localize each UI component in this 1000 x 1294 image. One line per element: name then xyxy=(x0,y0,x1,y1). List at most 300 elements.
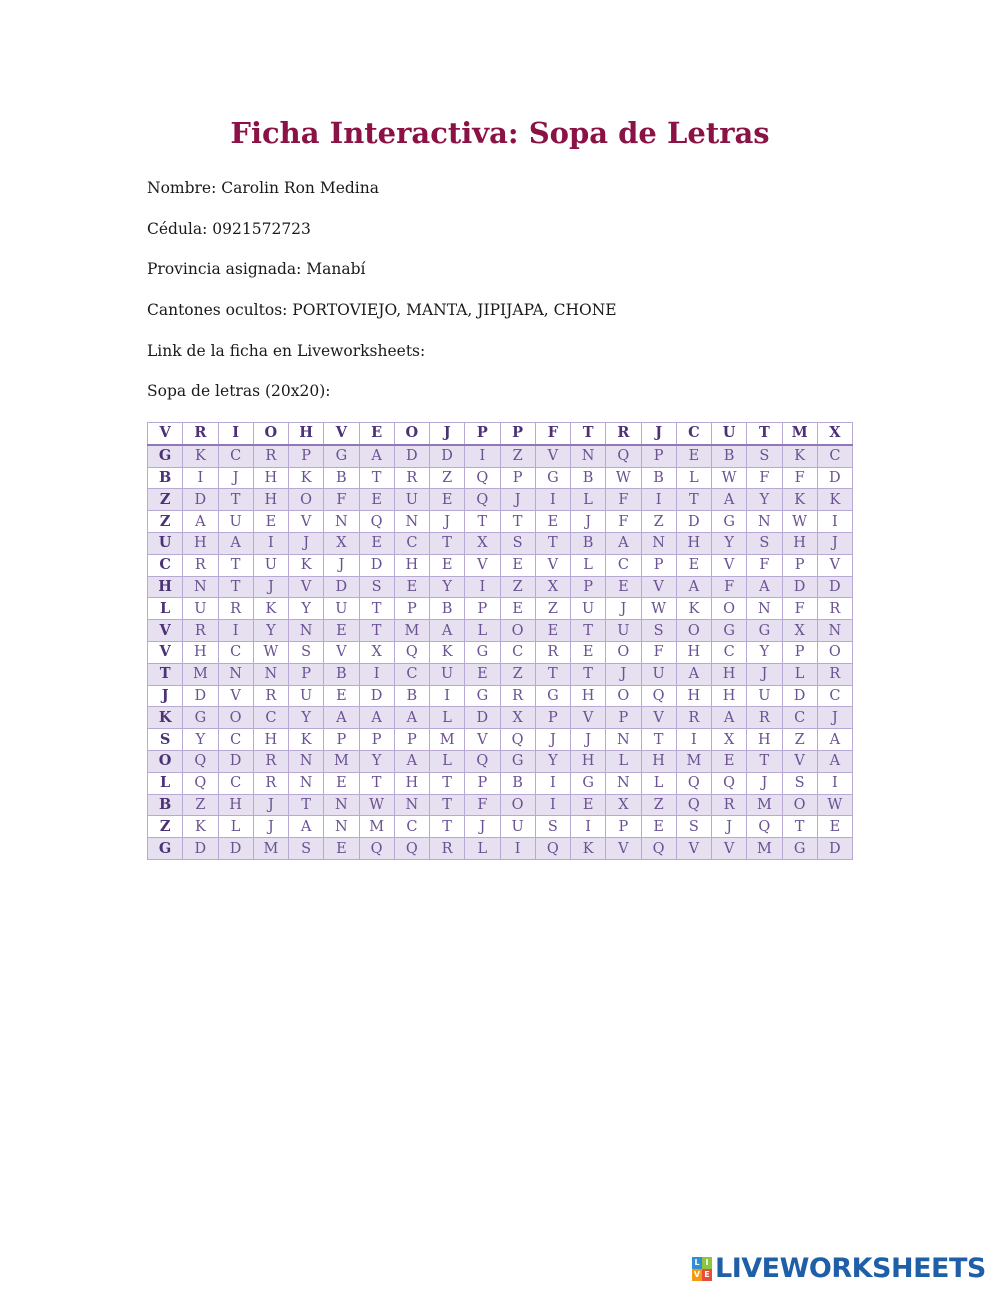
grid-cell: S xyxy=(289,838,324,860)
grid-cell: Z xyxy=(500,576,535,598)
grid-cell: S xyxy=(535,816,570,838)
grid-cell: Q xyxy=(394,641,429,663)
grid-cell: R xyxy=(535,641,570,663)
grid-cell: L xyxy=(148,772,183,794)
grid-cell: E xyxy=(817,816,852,838)
grid-cell: F xyxy=(324,489,359,511)
grid-cell: I xyxy=(253,532,288,554)
grid-cell: K xyxy=(183,816,218,838)
grid-cell: V xyxy=(148,641,183,663)
grid-cell: U xyxy=(148,532,183,554)
grid-cell: J xyxy=(817,532,852,554)
grid-cell: L xyxy=(430,750,465,772)
grid-row xyxy=(148,641,853,663)
grid-cell: Y xyxy=(289,707,324,729)
grid-cell: E xyxy=(606,576,641,598)
grid-cell: C xyxy=(676,423,711,445)
grid-cell: M xyxy=(676,750,711,772)
grid-cell: F xyxy=(465,794,500,816)
grid-cell: Z xyxy=(500,663,535,685)
grid-cell: R xyxy=(253,772,288,794)
grid-row xyxy=(148,707,853,729)
grid-cell: W xyxy=(712,467,747,489)
grid-cell: I xyxy=(535,772,570,794)
grid-cell: T xyxy=(430,794,465,816)
grid-cell: V xyxy=(535,554,570,576)
grid-cell: C xyxy=(218,772,253,794)
grid-cell: U xyxy=(641,663,676,685)
grid-cell: K xyxy=(183,445,218,467)
grid-cell: O xyxy=(606,641,641,663)
grid-cell: Z xyxy=(148,489,183,511)
grid-cell: P xyxy=(394,598,429,620)
grid-cell: Y xyxy=(253,620,288,642)
grid-cell: Z xyxy=(641,511,676,533)
grid-cell: J xyxy=(324,554,359,576)
grid-cell: T xyxy=(430,772,465,794)
grid-cell: E xyxy=(712,750,747,772)
grid-cell: C xyxy=(817,685,852,707)
grid-cell: O xyxy=(500,620,535,642)
grid-cell: Q xyxy=(535,838,570,860)
grid-cell: P xyxy=(324,729,359,751)
grid-cell: J xyxy=(465,816,500,838)
grid-cell: L xyxy=(641,772,676,794)
grid-cell: T xyxy=(641,729,676,751)
grid-cell: N xyxy=(324,816,359,838)
grid-cell: T xyxy=(676,489,711,511)
grid-cell: S xyxy=(747,532,782,554)
grid-cell: V xyxy=(641,576,676,598)
grid-row xyxy=(148,489,853,511)
grid-cell: M xyxy=(430,729,465,751)
grid-cell: F xyxy=(782,598,817,620)
grid-cell: J xyxy=(641,423,676,445)
grid-cell: E xyxy=(359,423,394,445)
grid-cell: D xyxy=(218,750,253,772)
grid-cell: S xyxy=(359,576,394,598)
grid-cell: S xyxy=(747,445,782,467)
grid-row xyxy=(148,467,853,489)
grid-cell: F xyxy=(747,467,782,489)
student-name: Nombre: Carolin Ron Medina xyxy=(147,179,379,197)
grid-cell: A xyxy=(676,576,711,598)
grid-cell: B xyxy=(324,467,359,489)
grid-cell: Z xyxy=(148,816,183,838)
grid-cell: V xyxy=(289,576,324,598)
grid-cell: P xyxy=(465,598,500,620)
grid-cell: F xyxy=(606,511,641,533)
grid-cell: L xyxy=(465,620,500,642)
grid-cell: N xyxy=(183,576,218,598)
grid-cell: D xyxy=(183,489,218,511)
grid-cell: K xyxy=(289,729,324,751)
grid-cell: A xyxy=(430,620,465,642)
grid-cell: G xyxy=(712,511,747,533)
grid-cell: Y xyxy=(183,729,218,751)
grid-cell: P xyxy=(571,576,606,598)
grid-cell: P xyxy=(606,707,641,729)
grid-cell: K xyxy=(430,641,465,663)
grid-cell: V xyxy=(535,445,570,467)
grid-cell: G xyxy=(324,445,359,467)
grid-cell: J xyxy=(430,511,465,533)
grid-cell: J xyxy=(148,685,183,707)
grid-cell: L xyxy=(218,816,253,838)
grid-cell: I xyxy=(500,838,535,860)
grid-cell: T xyxy=(218,489,253,511)
grid-cell: Y xyxy=(430,576,465,598)
grid-cell: C xyxy=(218,729,253,751)
grid-cell: C xyxy=(782,707,817,729)
grid-cell: R xyxy=(183,620,218,642)
grid-cell: E xyxy=(571,641,606,663)
grid-cell: V xyxy=(465,729,500,751)
grid-cell: R xyxy=(253,445,288,467)
grid-cell: P xyxy=(641,554,676,576)
grid-cell: J xyxy=(571,729,606,751)
grid-cell: N xyxy=(641,532,676,554)
grid-cell: R xyxy=(500,685,535,707)
grid-cell: T xyxy=(571,423,606,445)
grid-cell: B xyxy=(148,794,183,816)
grid-cell: X xyxy=(817,423,852,445)
grid-cell: K xyxy=(571,838,606,860)
grid-cell: D xyxy=(359,685,394,707)
grid-cell: P xyxy=(465,423,500,445)
grid-cell: N xyxy=(289,772,324,794)
grid-cell: H xyxy=(676,685,711,707)
grid-cell: J xyxy=(747,772,782,794)
grid-cell: S xyxy=(782,772,817,794)
grid-cell: G xyxy=(148,838,183,860)
grid-cell: N xyxy=(289,750,324,772)
grid-cell: C xyxy=(218,641,253,663)
grid-cell: O xyxy=(218,707,253,729)
grid-cell: H xyxy=(571,750,606,772)
grid-cell: G xyxy=(148,445,183,467)
grid-cell: E xyxy=(324,620,359,642)
logo-text: LIVEWORKSHEETS xyxy=(715,1253,986,1284)
grid-cell: H xyxy=(183,641,218,663)
grid-cell: S xyxy=(676,816,711,838)
grid-cell: X xyxy=(359,641,394,663)
grid-cell: Q xyxy=(712,772,747,794)
grid-cell: V xyxy=(712,554,747,576)
grid-cell: B xyxy=(641,467,676,489)
grid-cell: E xyxy=(253,511,288,533)
assigned-province: Provincia asignada: Manabí xyxy=(147,260,366,278)
grid-cell: H xyxy=(253,467,288,489)
grid-row xyxy=(148,620,853,642)
grid-cell: A xyxy=(394,750,429,772)
grid-cell: E xyxy=(535,511,570,533)
grid-cell: J xyxy=(747,663,782,685)
grid-cell: L xyxy=(782,663,817,685)
grid-cell: I xyxy=(359,663,394,685)
grid-cell: F xyxy=(782,467,817,489)
grid-cell: R xyxy=(394,467,429,489)
grid-cell: T xyxy=(359,467,394,489)
grid-cell: N xyxy=(218,663,253,685)
grid-cell: C xyxy=(218,445,253,467)
grid-cell: P xyxy=(500,467,535,489)
grid-cell: S xyxy=(641,620,676,642)
grid-cell: V xyxy=(148,620,183,642)
grid-cell: N xyxy=(817,620,852,642)
grid-cell: H xyxy=(253,729,288,751)
grid-cell: G xyxy=(747,620,782,642)
grid-cell: M xyxy=(747,794,782,816)
grid-cell: S xyxy=(289,641,324,663)
grid-cell: D xyxy=(183,838,218,860)
grid-cell: I xyxy=(218,423,253,445)
grid-cell: A xyxy=(712,489,747,511)
grid-cell: R xyxy=(253,685,288,707)
grid-cell: R xyxy=(183,554,218,576)
logo-icon-tile: I xyxy=(702,1257,712,1269)
grid-cell: C xyxy=(394,663,429,685)
grid-row xyxy=(148,685,853,707)
grid-cell: U xyxy=(712,423,747,445)
grid-cell: A xyxy=(817,750,852,772)
grid-cell: T xyxy=(289,794,324,816)
grid-cell: P xyxy=(465,772,500,794)
grid-cell: G xyxy=(535,685,570,707)
grid-cell: I xyxy=(430,685,465,707)
grid-cell: K xyxy=(148,707,183,729)
grid-cell: W xyxy=(253,641,288,663)
grid-cell: B xyxy=(394,685,429,707)
grid-cell: W xyxy=(359,794,394,816)
grid-cell: T xyxy=(218,576,253,598)
grid-cell: L xyxy=(676,467,711,489)
grid-cell: J xyxy=(253,794,288,816)
grid-cell: G xyxy=(782,838,817,860)
grid-cell: Z xyxy=(535,598,570,620)
grid-cell: A xyxy=(289,816,324,838)
grid-cell: J xyxy=(817,707,852,729)
grid-cell: Z xyxy=(148,511,183,533)
grid-cell: E xyxy=(641,816,676,838)
grid-cell: G xyxy=(465,641,500,663)
grid-cell: X xyxy=(535,576,570,598)
logo-icon-tile: L xyxy=(692,1257,702,1269)
grid-cell: A xyxy=(359,707,394,729)
grid-cell: K xyxy=(782,445,817,467)
grid-cell: N xyxy=(324,511,359,533)
grid-row xyxy=(148,816,853,838)
grid-cell: O xyxy=(676,620,711,642)
grid-cell: B xyxy=(148,467,183,489)
grid-cell: C xyxy=(817,445,852,467)
grid-cell: P xyxy=(641,445,676,467)
grid-cell: M xyxy=(782,423,817,445)
grid-cell: Y xyxy=(712,532,747,554)
grid-cell: E xyxy=(359,489,394,511)
grid-cell: D xyxy=(782,685,817,707)
grid-cell: V xyxy=(782,750,817,772)
grid-cell: B xyxy=(571,467,606,489)
grid-cell: N xyxy=(571,445,606,467)
grid-cell: T xyxy=(500,511,535,533)
grid-cell: N xyxy=(606,729,641,751)
grid-cell: V xyxy=(148,423,183,445)
grid-row xyxy=(148,576,853,598)
grid-row xyxy=(148,750,853,772)
grid-cell: I xyxy=(817,772,852,794)
grid-cell: H xyxy=(641,750,676,772)
grid-cell: A xyxy=(712,707,747,729)
grid-cell: N xyxy=(394,794,429,816)
grid-cell: T xyxy=(359,598,394,620)
grid-cell: M xyxy=(183,663,218,685)
grid-cell: K xyxy=(289,554,324,576)
grid-cell: D xyxy=(817,576,852,598)
grid-cell: F xyxy=(747,554,782,576)
grid-cell: H xyxy=(712,663,747,685)
grid-cell: T xyxy=(148,663,183,685)
grid-cell: I xyxy=(183,467,218,489)
liveworksheets-logo-icon xyxy=(692,1257,712,1281)
grid-cell: J xyxy=(218,467,253,489)
grid-cell: Y xyxy=(535,750,570,772)
hidden-cantons: Cantones ocultos: PORTOVIEJO, MANTA, JIPIJAPA, CHONE xyxy=(147,301,617,319)
grid-cell: X xyxy=(324,532,359,554)
grid-cell: K xyxy=(782,489,817,511)
grid-cell: Y xyxy=(747,641,782,663)
grid-header-row xyxy=(148,423,853,445)
grid-cell: U xyxy=(500,816,535,838)
grid-cell: W xyxy=(817,794,852,816)
grid-cell: U xyxy=(253,554,288,576)
grid-cell: N xyxy=(253,663,288,685)
grid-cell: L xyxy=(430,707,465,729)
grid-cell: D xyxy=(359,554,394,576)
grid-cell: U xyxy=(430,663,465,685)
grid-cell: C xyxy=(500,641,535,663)
grid-cell: A xyxy=(676,663,711,685)
grid-cell: A xyxy=(359,445,394,467)
grid-cell: N xyxy=(606,772,641,794)
grid-cell: H xyxy=(183,532,218,554)
grid-cell: J xyxy=(253,816,288,838)
grid-cell: S xyxy=(500,532,535,554)
grid-cell: H xyxy=(571,685,606,707)
grid-cell: U xyxy=(571,598,606,620)
grid-cell: J xyxy=(500,489,535,511)
grid-cell: C xyxy=(712,641,747,663)
grid-cell: T xyxy=(430,816,465,838)
grid-cell: O xyxy=(817,641,852,663)
grid-cell: E xyxy=(359,532,394,554)
grid-cell: D xyxy=(817,467,852,489)
word-search-grid xyxy=(147,422,853,860)
grid-row xyxy=(148,663,853,685)
grid-cell: Q xyxy=(606,445,641,467)
page-title: Ficha Interactiva: Sopa de Letras xyxy=(230,116,770,150)
grid-cell: C xyxy=(253,707,288,729)
grid-cell: H xyxy=(676,641,711,663)
grid-cell: F xyxy=(606,489,641,511)
student-id: Cédula: 0921572723 xyxy=(147,220,311,238)
grid-cell: A xyxy=(394,707,429,729)
grid-cell: V xyxy=(676,838,711,860)
grid-cell: Q xyxy=(359,838,394,860)
grid-cell: M xyxy=(394,620,429,642)
grid-cell: U xyxy=(394,489,429,511)
grid-cell: A xyxy=(747,576,782,598)
grid-cell: E xyxy=(571,794,606,816)
grid-cell: N xyxy=(289,620,324,642)
grid-cell: O xyxy=(394,423,429,445)
grid-cell: Q xyxy=(641,838,676,860)
grid-cell: G xyxy=(500,750,535,772)
word-search-label: Sopa de letras (20x20): xyxy=(147,382,331,400)
grid-cell: U xyxy=(747,685,782,707)
grid-cell: A xyxy=(817,729,852,751)
grid-cell: A xyxy=(606,532,641,554)
grid-cell: V xyxy=(465,554,500,576)
grid-cell: R xyxy=(430,838,465,860)
grid-row xyxy=(148,445,853,467)
grid-cell: P xyxy=(359,729,394,751)
grid-row xyxy=(148,511,853,533)
grid-cell: T xyxy=(218,554,253,576)
grid-cell: I xyxy=(465,576,500,598)
grid-cell: I xyxy=(817,511,852,533)
grid-cell: P xyxy=(289,445,324,467)
worksheet-link-label: Link de la ficha en Liveworksheets: xyxy=(147,342,426,360)
grid-cell: G xyxy=(712,620,747,642)
grid-cell: V xyxy=(218,685,253,707)
grid-cell: C xyxy=(394,816,429,838)
grid-cell: Q xyxy=(465,489,500,511)
logo-icon-tile: E xyxy=(702,1269,712,1281)
grid-cell: P xyxy=(535,707,570,729)
grid-cell: U xyxy=(218,511,253,533)
grid-cell: V xyxy=(324,423,359,445)
grid-cell: V xyxy=(289,511,324,533)
grid-cell: X xyxy=(465,532,500,554)
grid-cell: I xyxy=(535,489,570,511)
grid-cell: B xyxy=(571,532,606,554)
grid-cell: M xyxy=(747,838,782,860)
grid-cell: K xyxy=(676,598,711,620)
grid-cell: G xyxy=(535,467,570,489)
grid-cell: W xyxy=(641,598,676,620)
grid-cell: M xyxy=(253,838,288,860)
grid-cell: L xyxy=(465,838,500,860)
grid-cell: R xyxy=(712,794,747,816)
grid-cell: M xyxy=(324,750,359,772)
grid-cell: D xyxy=(465,707,500,729)
grid-cell: H xyxy=(747,729,782,751)
grid-cell: D xyxy=(817,838,852,860)
grid-cell: Z xyxy=(183,794,218,816)
grid-cell: U xyxy=(289,685,324,707)
grid-cell: G xyxy=(183,707,218,729)
grid-cell: E xyxy=(535,620,570,642)
grid-cell: H xyxy=(289,423,324,445)
grid-cell: Q xyxy=(394,838,429,860)
grid-cell: D xyxy=(430,445,465,467)
grid-cell: O xyxy=(606,685,641,707)
grid-cell: N xyxy=(324,794,359,816)
grid-cell: Q xyxy=(500,729,535,751)
grid-cell: I xyxy=(218,620,253,642)
grid-cell: J xyxy=(430,423,465,445)
